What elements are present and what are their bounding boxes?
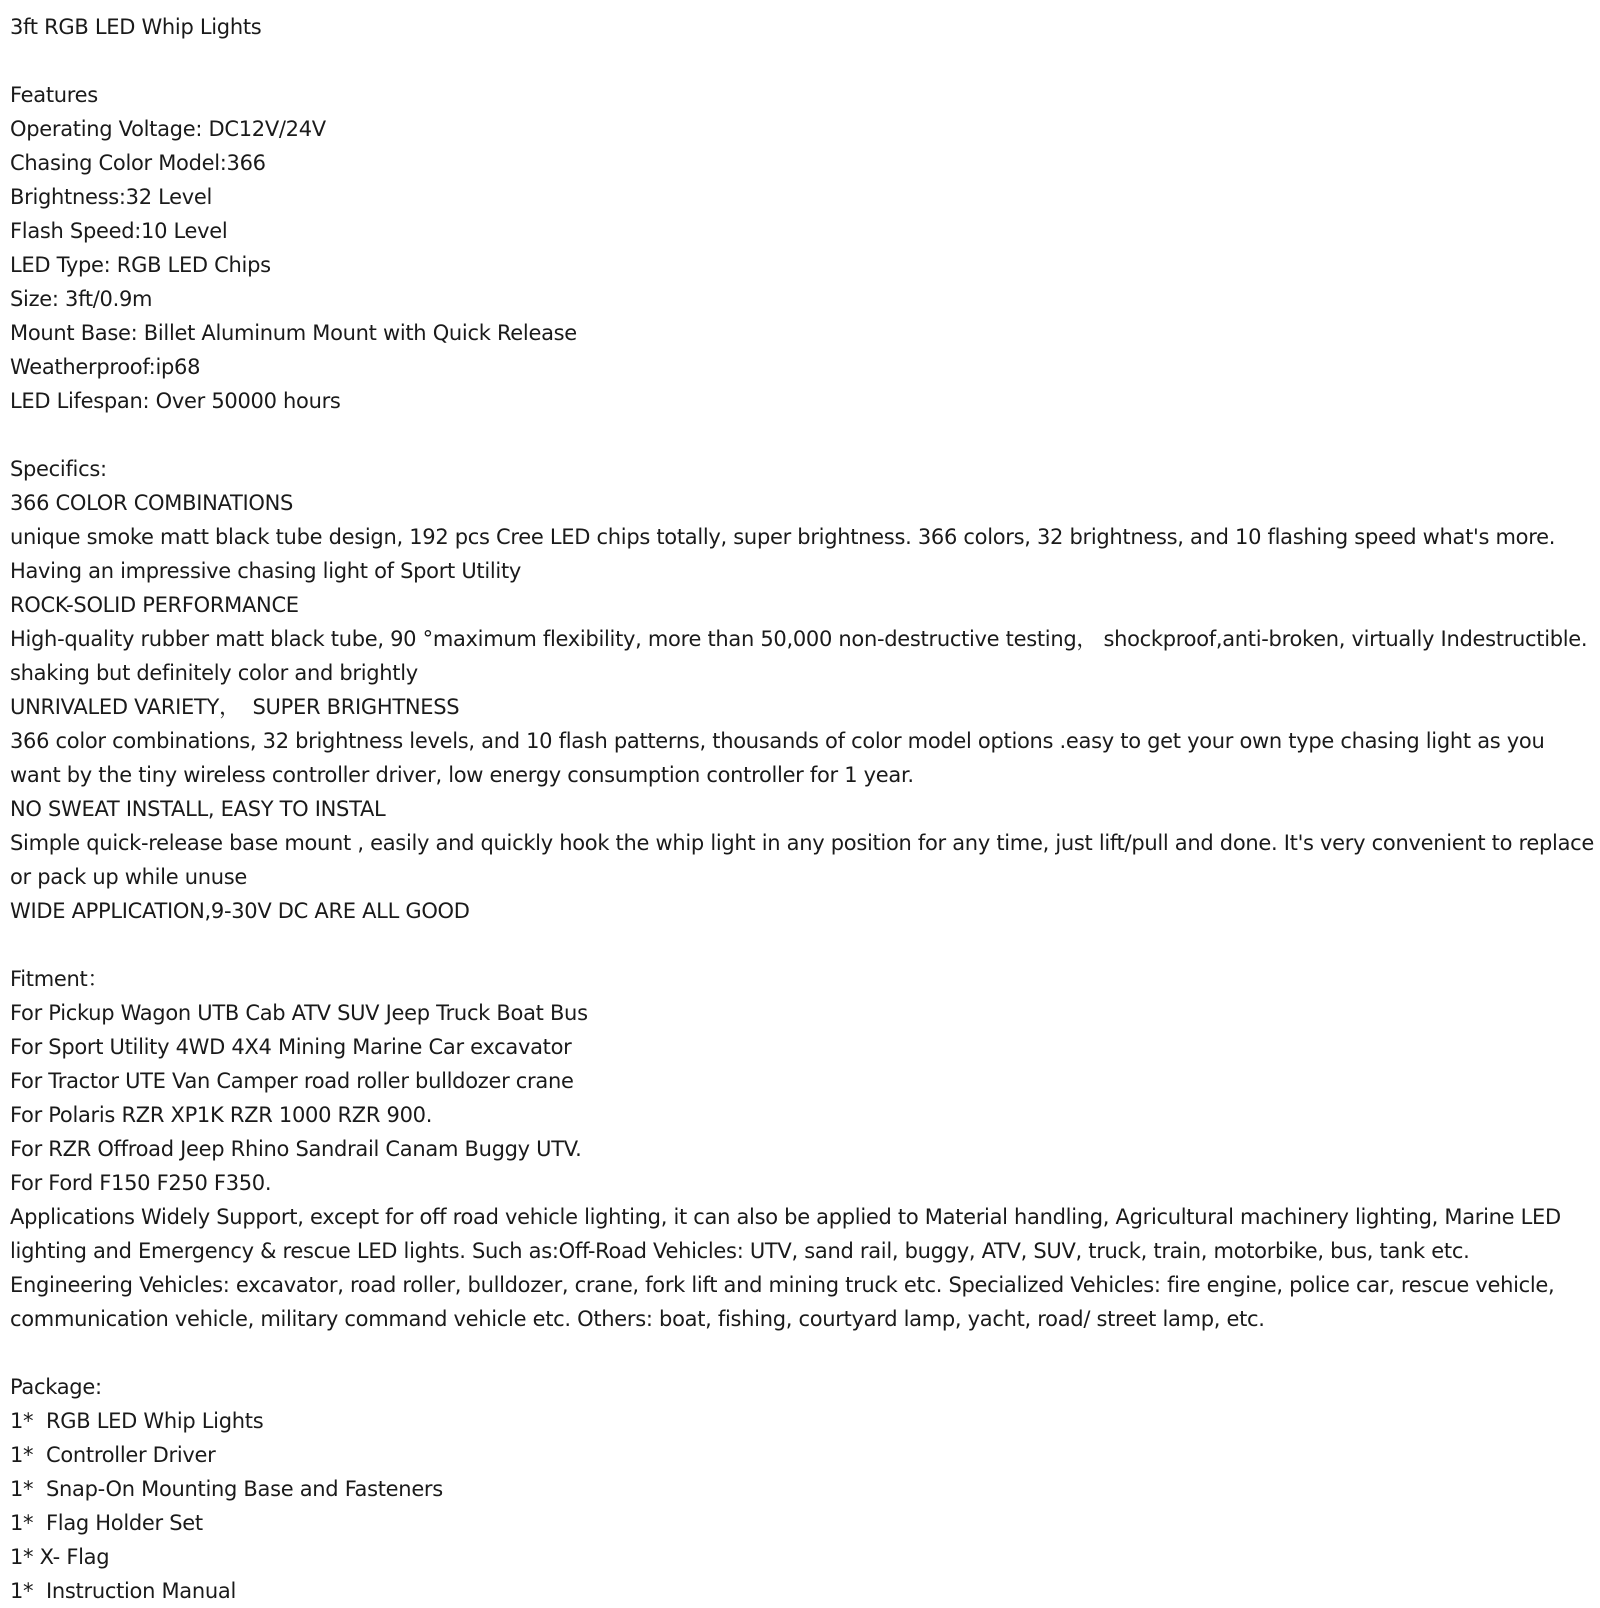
specifics-paragraph: Simple quick-release base mount , easily and quickly hook the whip light in any position for any time, just lift/pull and done. It's very convenient to replace or pack up while unuse	[10, 831, 1595, 889]
fitment-heading: Fitment：	[10, 967, 109, 991]
spacer	[10, 928, 1595, 962]
feature-item: LED Lifespan: Over 50000 hours	[10, 389, 341, 413]
package-item: 1* Snap-On Mounting Base and Fasteners	[10, 1477, 443, 1501]
feature-item: Chasing Color Model:366	[10, 151, 266, 175]
package-item: 1* X- Flag	[10, 1545, 110, 1569]
feature-item: Flash Speed:10 Level	[10, 219, 228, 243]
page-title: 3ft RGB LED Whip Lights	[10, 15, 262, 39]
specifics-paragraph: 366 color combinations, 32 brightness levels, and 10 flash patterns, thousands of color model options .easy to get your own type chasing light as you want by the tiny wireless controller driver, low energy consumption controller for 1 year.	[10, 729, 1545, 787]
specifics-subheading: NO SWEAT INSTALL, EASY TO INSTAL	[10, 797, 386, 821]
specifics-subheading: 366 COLOR COMBINATIONS	[10, 491, 294, 515]
product-description	[10, 10, 1595, 1608]
feature-item: Mount Base: Billet Aluminum Mount with Quick Release	[10, 321, 577, 345]
features-heading: Features	[10, 83, 98, 107]
specifics-subheading: ROCK-SOLID PERFORMANCE	[10, 593, 299, 617]
feature-item: Weatherproof:ip68	[10, 355, 201, 379]
fitment-item: For Tractor UTE Van Camper road roller bulldozer crane	[10, 1069, 574, 1093]
spacer	[10, 1336, 1595, 1370]
specifics-paragraph: High-quality rubber matt black tube, 90 °maximum flexibility, more than 50,000 non-destructive testing， shockproof,anti-broken, virtually Indestructible. shaking but definitely color and brightly	[10, 627, 1588, 685]
fitment-item: For Pickup Wagon UTB Cab ATV SUV Jeep Truck Boat Bus	[10, 1001, 588, 1025]
package-item: 1* RGB LED Whip Lights	[10, 1409, 264, 1433]
feature-item: Operating Voltage: DC12V/24V	[10, 117, 326, 141]
fitment-item: For Sport Utility 4WD 4X4 Mining Marine Car excavator	[10, 1035, 572, 1059]
applications-paragraph: Applications Widely Support, except for off road vehicle lighting, it can also be applied to Material handling, Agricultural machinery lighting, Marine LED lighting and Emergency & rescue LED lights. Such as:Off-Road Vehicles: UTV, sand rail, buggy, ATV, SUV, truck, train, motorbike, bus, tank etc. Engineering Vehicles: excavator, road roller, bulldozer, crane, fork lift and mining truck etc. Specialized Vehicles: fire engine, police car, rescue vehicle, communication vehicle, military command vehicle etc. Others: boat, fishing, courtyard lamp, yacht, road/ street lamp, etc.	[10, 1205, 1561, 1331]
fitment-item: For Polaris RZR XP1K RZR 1000 RZR 900.	[10, 1103, 433, 1127]
specifics-heading: Specifics:	[10, 457, 107, 481]
spacer	[10, 44, 1595, 78]
package-item: 1* Instruction Manual	[10, 1579, 236, 1603]
feature-item: LED Type: RGB LED Chips	[10, 253, 271, 277]
package-item: 1* Controller Driver	[10, 1443, 216, 1467]
specifics-subheading: UNRIVALED VARIETY， SUPER BRIGHTNESS	[10, 695, 460, 719]
specifics-closing: WIDE APPLICATION,9-30V DC ARE ALL GOOD	[10, 899, 470, 923]
spacer	[10, 418, 1595, 452]
package-heading: Package:	[10, 1375, 102, 1399]
feature-item: Brightness:32 Level	[10, 185, 213, 209]
specifics-paragraph: unique smoke matt black tube design, 192 pcs Cree LED chips totally, super brightness. 366 colors, 32 brightness, and 10 flashing speed what's more. Having an impressive chasing light of Sport Utility	[10, 525, 1556, 583]
fitment-item: For RZR Offroad Jeep Rhino Sandrail Canam Buggy UTV.	[10, 1137, 582, 1161]
feature-item: Size: 3ft/0.9m	[10, 287, 153, 311]
fitment-item: For Ford F150 F250 F350.	[10, 1171, 272, 1195]
package-item: 1* Flag Holder Set	[10, 1511, 203, 1535]
